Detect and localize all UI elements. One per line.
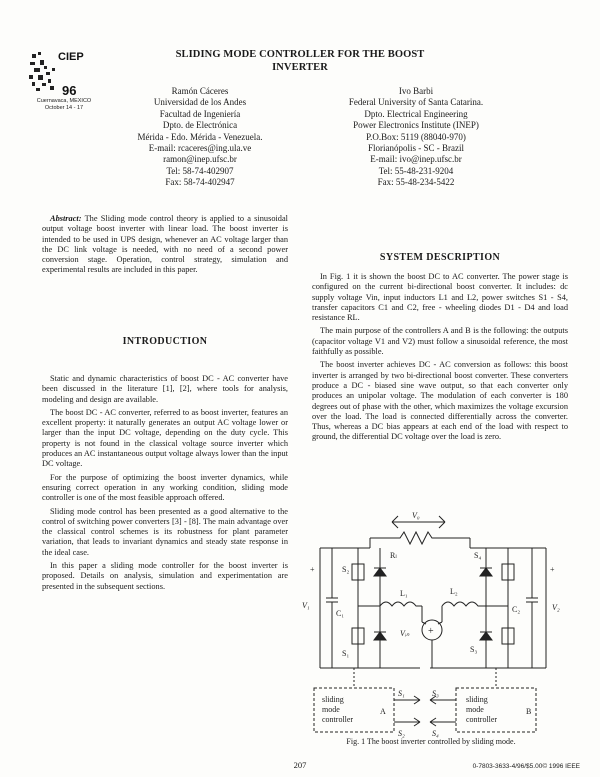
controller-a-letter: A [380, 707, 386, 716]
logo-acronym: CIEP [58, 51, 84, 63]
intro-paragraph-3: For the purpose of optimizing the boost inverter dynamics, while ensuring correct operation in any working condition, sliding mode controller is one of the most feasible approach offered. [42, 472, 288, 503]
sys-paragraph-2: The main purpose of the controllers A and B is the following: the outputs (capacitor voltage V1 and V2) must follow a sinusoidal reference, the most faithfully as possible. [312, 326, 568, 357]
copyright-code: 0-7803-3633-4/96/$5.00© 1996 IEEE [472, 763, 580, 770]
vin-plus: + [428, 626, 434, 637]
inductor-l1 [380, 602, 422, 606]
paper-title [130, 49, 470, 74]
author-institute: Power Electronics Institute (INEP) [353, 120, 479, 131]
rl-label: Rₗ [390, 551, 397, 560]
author-pobox: P.O.Box: 5119 (88040-970) [366, 131, 466, 142]
v2-plus: + [550, 565, 555, 574]
author-university: Federal University of Santa Catarina. [348, 97, 484, 108]
inductor-l2 [442, 602, 486, 606]
l1-label: L₁ [400, 589, 408, 598]
controller-b-line-1: sliding [466, 695, 488, 704]
s2-label: S₂ [342, 565, 350, 574]
controller-a-line-1: sliding [322, 695, 344, 704]
abstract-text: The Sliding mode control theory is applied to a sinusoidal output voltage boost inverter with linear load. The boost inverter is intended to be used in UPS design, whenever an AC voltage larger than the DC link voltage is needed, with no need of a second power conversion stage. Operation, control strategy, simulation and experimental results are included in this paper. [42, 214, 288, 275]
author-department: Dpto. Electrical Engineering [364, 108, 468, 119]
abstract [42, 214, 288, 279]
author-fax: Fax: 58-74-402947 [165, 177, 235, 188]
page-number: 207 [293, 760, 307, 770]
author-tel: Tel: 58-74-402907 [166, 165, 234, 176]
diode-d4-icon [480, 568, 492, 576]
author-university: Universidad de los Andes [153, 97, 247, 108]
intro-paragraph-2: The boost DC - AC converter, referred to as boost inverter, features an excellent property: it naturally generates an output AC voltage lower or larger than the input DC voltage, depending on the duty cycle. This property is not found in the classical voltage source inverter which produces an AC instantaneous output voltage always lower than the input DC voltage. [42, 407, 288, 469]
author-email: E-mail: rcaceres@ing.ula.ve [148, 143, 252, 154]
author-block-right [296, 86, 536, 189]
v1-plus: + [310, 565, 315, 574]
author-block-left [100, 86, 300, 189]
diode-d3-icon [480, 632, 492, 640]
introduction-body [42, 374, 288, 595]
intro-paragraph-1: Static and dynamic characteristics of boost DC - AC converter have been discussed in the literature [1], [2], where tools for analysis, modeling and design are available. [42, 374, 288, 404]
sys-paragraph-3: The boost inverter achieves DC - AC conversion as follows: this boost inverter is arranged by two bi-directional boost converter. These converters produce a DC - biased sine wave output, so that each converter only produces an unipolar voltage. The modulation of each converter is 180 degrees out of phase with the other, which maximizes the voltage excursion over the load. The load is connected differentially across the converter. Thus, whereas a DC bias appears at each end of the load with respect to ground, the differential DC voltage over the load is zero. [312, 360, 568, 442]
l2-label: L₂ [450, 587, 458, 596]
intro-paragraph-5: In this paper a sliding mode controller for the boost inverter is proposed. Details on analysis, simulation and experimentation are presented in the subsequent sections. [42, 561, 288, 591]
author-city: Florianópolis - SC - Brazil [368, 143, 464, 154]
author-name: Ivo Barbi [398, 86, 434, 96]
introduction-heading: INTRODUCTION [122, 336, 208, 347]
system-description-heading: SYSTEM DESCRIPTION [379, 252, 501, 263]
controller-a-line-2: mode [322, 705, 340, 714]
logo-dates: October 14 - 17 [44, 104, 84, 111]
c1-label: C₁ [336, 609, 345, 618]
signal-s3-label: S₃ [432, 689, 439, 698]
intro-paragraph-4: Sliding mode control has been presented as a good alternative to the control of switching power converters [3] - [8]. The main advantage over the classical control schemes is its robustness for plant parameter variation, that leads to invariant dynamics and steady state response in the ideal case. [42, 506, 288, 557]
vin-label: Vᵢₙ [400, 629, 410, 638]
s1-label: S₁ [342, 649, 350, 658]
signal-s1-label: S₁ [398, 689, 405, 698]
controller-b-line-3: controller [466, 715, 498, 724]
system-description-body [312, 272, 568, 446]
title-line-1: SLIDING MODE CONTROLLER FOR THE BOOST [175, 49, 425, 60]
figure-caption: Fig. 1 The boost inverter controlled by sliding mode. [346, 737, 516, 746]
s4-label: S₄ [474, 551, 482, 560]
circuit-diagram [300, 510, 570, 772]
controller-b-letter: B [526, 707, 532, 716]
v2-label: V₂ [552, 603, 560, 612]
diode-d1-icon [374, 632, 386, 640]
author-faculty: Facultad de Ingeniería [159, 108, 241, 119]
author-department: Dpto. de Electrónica [162, 120, 238, 131]
logo-place: Cuernavaca, MEXICO [36, 98, 92, 104]
signal-s4-label: S₄ [432, 729, 439, 738]
title-line-2: INVERTER [272, 61, 328, 73]
logo-caption [14, 98, 114, 111]
author-city: Mérida - Edo. Mérida - Venezuela. [137, 131, 263, 142]
diode-d2-icon [374, 568, 386, 576]
controller-b-line-2: mode [466, 705, 484, 714]
logo-year: 96 [62, 83, 77, 98]
c2-label: C₂ [512, 605, 521, 614]
vo-label: V₀ [412, 511, 420, 520]
load-resistor [370, 532, 470, 544]
sys-paragraph-1: In Fig. 1 it is shown the boost DC to AC converter. The power stage is configured on the current bi-directional boost converter. It includes: dc supply voltage Vin, input inductors L1 and L2, power switches S1 - S4, transfer capacitors C1 and C2, free - wheeling diodes D1 - D4 and load resistance RL. [312, 272, 568, 323]
signal-s2-label: S₂ [398, 729, 405, 738]
author-email: E-mail: ivo@inep.ufsc.br [370, 154, 462, 165]
abstract-label: Abstract: [50, 214, 82, 223]
author-fax: Fax: 55-48-234-5422 [377, 177, 455, 188]
v1-label: V₁ [302, 601, 310, 610]
author-tel: Tel: 55-48-231-9204 [378, 165, 454, 176]
s3-label: S₃ [470, 645, 478, 654]
author-email-2: ramon@inep.ufsc.br [163, 154, 237, 165]
author-name: Ramón Cáceres [171, 86, 229, 96]
controller-a-line-3: controller [322, 715, 354, 724]
